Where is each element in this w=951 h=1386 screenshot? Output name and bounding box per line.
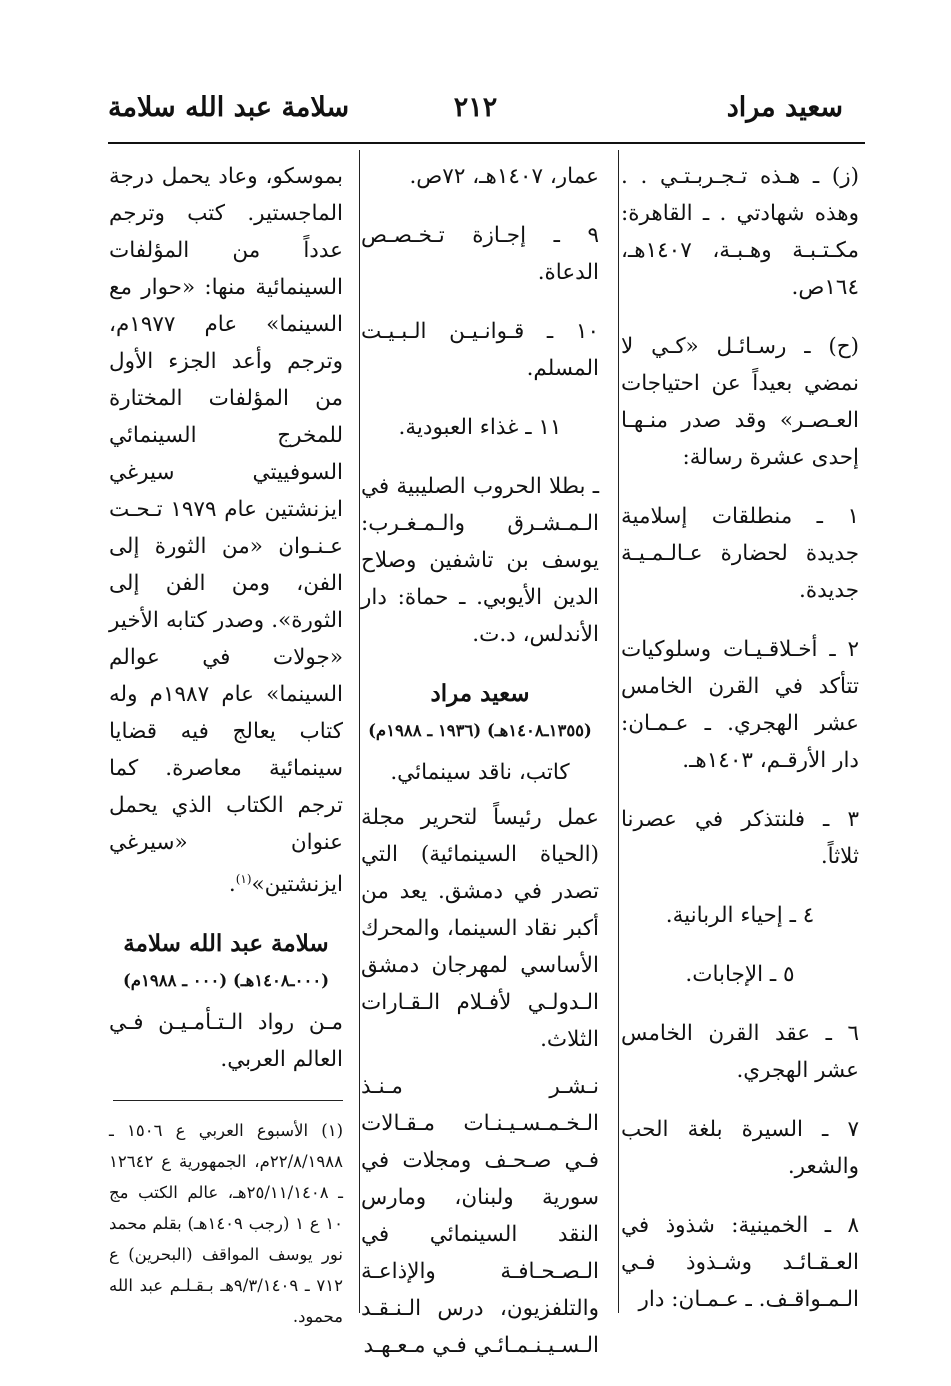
list-item: ٤ ـ إحياء الربانية. bbox=[665, 903, 815, 928]
entry-heading: سعيد مراد bbox=[430, 680, 530, 707]
entry-dates: (١٣٥٥ـ١٤٠٨هـ) (١٩٣٦ ـ ١٩٨٨م) bbox=[368, 721, 592, 740]
page-header bbox=[108, 92, 843, 132]
entry-paragraph: عمل رئيساً لتحرير مجلة (الحياة السينمائية) التي تصدر في دمشق. يعد من أكبر نقاد السينما، والمحرك الأساسي لمهرجان دمشق الـدولـي لأفـلام الـقـارات الثلاث. bbox=[361, 805, 599, 1052]
list-item: ٦ ـ عقد القرن الخامس عشر الهجري. bbox=[621, 1021, 859, 1083]
column-left bbox=[109, 158, 343, 1332]
page-number: ٢١٢ bbox=[453, 92, 498, 123]
entry-paragraph: مـن رواد الـتـأمـيـن فـي العالم العربي. bbox=[109, 1010, 343, 1073]
list-item: عمار، ١٤٠٧هـ، ٧٢ص. bbox=[409, 164, 599, 189]
list-item: ٥ ـ الإجابات. bbox=[685, 962, 795, 987]
list-item: (ح) ـ رسـائـل «كـي لا نمضي بعيداً عن احتياجات العـصـر» وقد صدر منـهـا إحدى عشرة رسالة: bbox=[621, 334, 859, 470]
list-item: ـ بطلا الحروب الصليبية في الـمـشـرق والـمـغـرب: يوسف بن تاشفين وصلاح الدين الأيوبي. ـ حماة: دار الأندلس، د.ت. bbox=[361, 474, 599, 647]
list-item: ٨ ـ الخمينية: شذوذ في العـقـائـد وشـذوذ فـي الـمـواقـف. ـ عـمـان: دار bbox=[621, 1213, 859, 1312]
column-right bbox=[621, 158, 859, 1340]
header-rule bbox=[108, 142, 865, 144]
column-divider bbox=[359, 150, 360, 1313]
list-item: ٣ ـ فلنتذكر في عصرنا ثلاثاً. bbox=[621, 807, 859, 869]
list-item: ١١ ـ غذاء العبودية. bbox=[398, 415, 562, 440]
entry-paragraph: نـشـر مـنـذ الـخـمـسـيـنـات مـقـالات فـي صـحـف ومجلات في سورية ولبنان، ومارس النقد السينمائي في الـصـحـافـة والإذاعـة والتلفزيون، درس الـنـقـد الـسـيـنـمـائـي فـي مـعـهـد bbox=[361, 1074, 599, 1358]
running-head-right: سعيد مراد bbox=[726, 92, 843, 123]
list-item: ١ ـ منطلقات إسلامية جديدة لحضارة عـالـمـيـة جديدة. bbox=[621, 504, 859, 603]
list-item: ١٠ ـ قـوانـيـن الـبـيـت المسلم. bbox=[361, 319, 599, 381]
column-middle bbox=[361, 158, 599, 1386]
column-divider bbox=[618, 150, 619, 1313]
entry-role: كاتب، ناقد سينمائي. bbox=[390, 760, 570, 785]
entry-paragraph: بموسكو، وعاد يحمل درجة الماجستير. كتب وترجم عدداً من المؤلفات السينمائية منها: «حوار مع السينما» عام ١٩٧٧م، وترجم وأعد الجزء الأول من المؤلفات المختارة للمخرج السينمائي السوفييتي سيرغي ايزنشتين عام ١٩٧٩ تـحـت عـنـوان «من الثورة إلى الفن، ومن الفن إلى الثورة». وصدر كتابه الأخير «جولات في عوالم السينما» عام ١٩٨٧م وله كتاب يعالج فيه قضايا سينمائية معاصرة. كما ترجم الكتاب الذي يحمل عنوان «سيرغي ايزنشتين»$^{(١)}$. bbox=[109, 164, 344, 898]
entry-heading: سلامة عبد الله سلامة bbox=[123, 930, 329, 958]
list-item: (ز) ـ هـذه تـجـربـتـي . . وهذه شهادتي . ـ القاهرة: مكـتـبـة وهـبـة، ١٤٠٧هـ، ١٦٤ص. bbox=[621, 164, 859, 300]
entry-dates: (٠٠٠ـ١٤٠٨هـ) (٠٠٠ ـ ١٩٨٨م) bbox=[122, 971, 329, 991]
footnote-rule bbox=[113, 1100, 343, 1101]
footnote: (١) الأسبوع العربي ع ١٥٠٦ ـ ٢٢/٨/١٩٨٨م، الجمهورية ع ١٢٦٤٢ ـ ٢٥/١١/١٤٠٨هـ، عالم الكتب مج ١٠ ع ١ (رجب ١٤٠٩هـ) بقلم محمد نور يوسف المواقف (البحرين) ع ٧١٢ ـ ٩/٣/١٤٠٩هـ بـقـلـم عبد الله محمود. bbox=[109, 1121, 344, 1327]
list-item: ٩ ـ إجـازة تـخـصـص الدعاة. bbox=[361, 223, 599, 285]
running-head-left: سلامة عبد الله سلامة bbox=[108, 92, 350, 123]
footnote-ref: (١) bbox=[235, 872, 252, 886]
list-item: ٧ ـ السيرة بلغة الحب والشعر. bbox=[621, 1117, 859, 1179]
list-item: ٢ ـ أخـلاقـيـات وسلوكيات تتأكد في القرن الخامس عشر الهجري. ـ عـمـان: دار الأرقـم، ١٤٠٣هـ. bbox=[621, 637, 859, 773]
